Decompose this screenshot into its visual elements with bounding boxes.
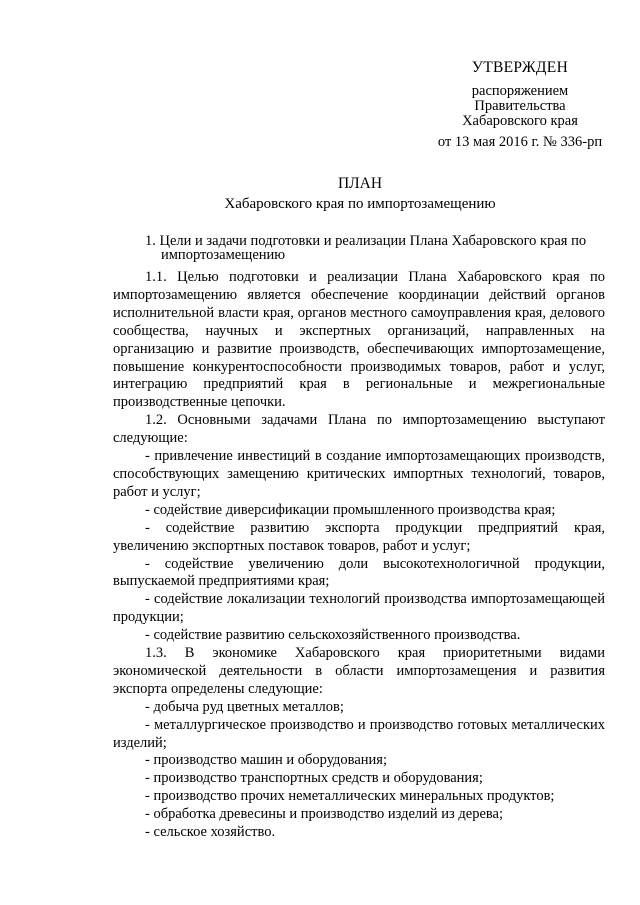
list-item: - привлечение инвестиций в создание импортозамещающих производств, способствующих замещению критических импортных технологий, товаров, работ и услуг; bbox=[113, 448, 605, 500]
list-item: - содействие локализации технологий производства импортозамещающей продукции; bbox=[113, 591, 605, 626]
list-item: - обработка древесины и производство изделий из дерева; bbox=[145, 806, 504, 823]
document-body bbox=[113, 269, 605, 842]
section-heading-line: 1. Цели и задачи подготовки и реализации Плана Хабаровского края по bbox=[145, 233, 587, 249]
section-heading-line: импортозамещению bbox=[161, 247, 286, 263]
list-item: - производство прочих неметаллических минеральных продуктов; bbox=[145, 788, 555, 805]
paragraph-1-1: 1.1. Целью подготовки и реализации Плана Хабаровского края по импортозамещению является обеспечение координации действий органов исполнительной власти края, органов местного самоуправления края, делового сообщества, научных и экспертных организаций, направленных на организацию и развитие производств, обеспечивающих импортозамещение, повышение конкурентоспособности производимых товаров, работ и услуг, интеграцию предприятий края в региональные и межрегиональные производственные цепочки. bbox=[113, 269, 605, 411]
list-item: - добыча руд цветных металлов; bbox=[145, 698, 344, 715]
list-item: - содействие развитию сельскохозяйственного производства. bbox=[145, 627, 521, 644]
list-item: - металлургическое производство и производство готовых металлических изделий; bbox=[113, 716, 605, 751]
list-item: - содействие увеличению доли высокотехнологичной продукции, выпускаемой предприятиями края; bbox=[113, 555, 605, 590]
document-title: ПЛАН bbox=[337, 175, 383, 192]
paragraph-1-3: 1.3. В экономике Хабаровского края приоритетными видами экономической деятельности в области импортозамещения и развития экспорта определены следующие: bbox=[113, 645, 605, 697]
paragraph-1-2: 1.2. Основными задачами Плана по импортозамещению выступают следующие: bbox=[113, 412, 605, 447]
approval-line: Хабаровского края bbox=[462, 113, 578, 129]
list-item: - сельское хозяйство. bbox=[145, 824, 276, 841]
list-item: - производство транспортных средств и оборудования; bbox=[145, 770, 483, 787]
list-item: - содействие развитию экспорта продукции предприятий края, увеличению экспортных поставок товаров, работ и услуг; bbox=[113, 519, 605, 554]
approval-date: от 13 мая 2016 г. № 336-рп bbox=[437, 134, 603, 150]
approval-stamp bbox=[420, 60, 620, 150]
approval-heading: УТВЕРЖДЕН bbox=[471, 59, 569, 76]
list-item: - производство машин и оборудования; bbox=[145, 752, 387, 769]
approval-line: Правительства bbox=[474, 98, 566, 114]
section-heading bbox=[145, 234, 605, 262]
approval-line: распоряжением bbox=[471, 83, 569, 99]
list-item: - содействие диверсификации промышленного производства края; bbox=[145, 501, 556, 518]
document-subtitle: Хабаровского края по импортозамещению bbox=[224, 196, 496, 212]
